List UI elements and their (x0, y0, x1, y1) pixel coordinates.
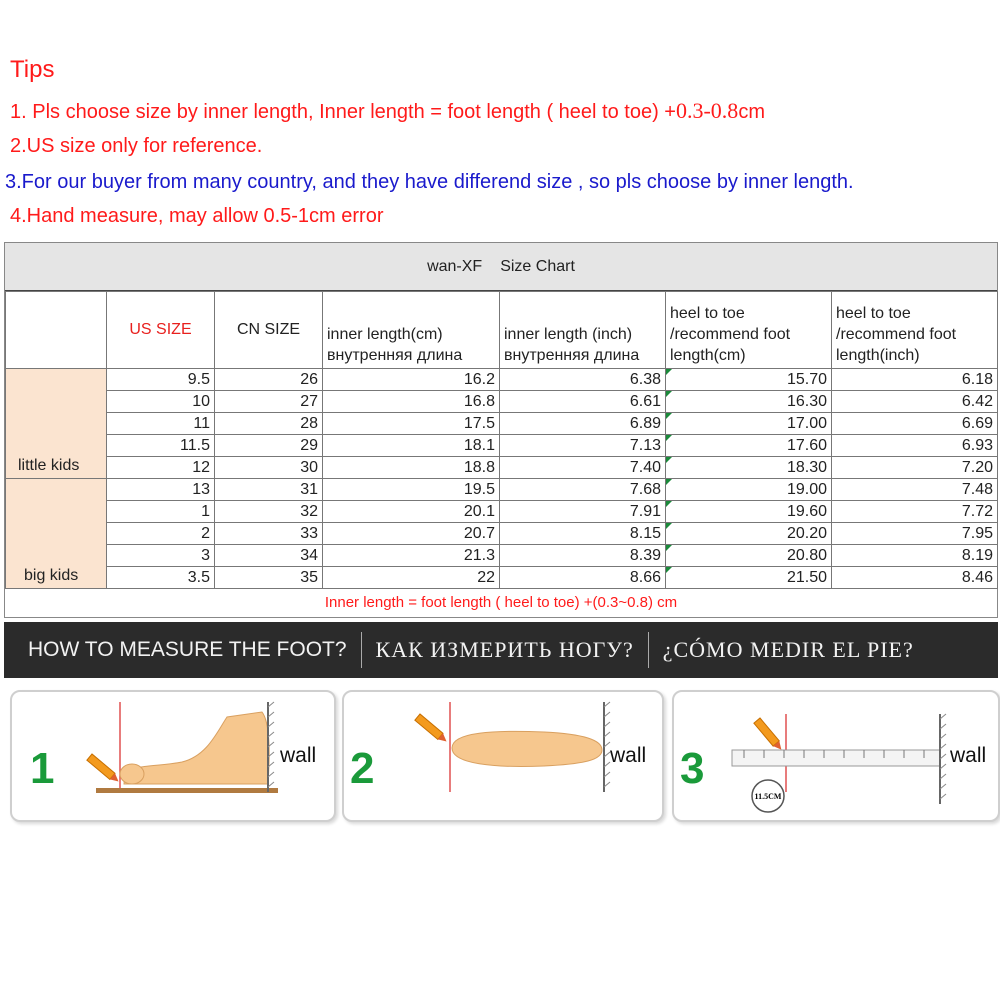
table-row (6, 501, 998, 523)
header-inner-inch-ru: внутренняя длина (504, 347, 640, 364)
chart-title (5, 243, 997, 291)
table-row (6, 413, 998, 435)
cell-inner-cm: 19.5 (323, 479, 500, 501)
measure-badge: 11.5CM (754, 792, 782, 801)
cell-inner-cm: 20.1 (323, 501, 500, 523)
measure-divider (361, 632, 362, 668)
cell-foot-inch: 7.48 (832, 479, 998, 501)
step-number-3: 3 (680, 744, 705, 793)
cell-cn-size: 32 (215, 501, 323, 523)
cell-us-size: 3.5 (107, 567, 215, 589)
cell-foot-inch: 7.20 (832, 457, 998, 479)
cell-inner-cm: 21.3 (323, 545, 500, 567)
measure-divider (648, 632, 649, 668)
cell-foot-cm: 16.30 (666, 391, 832, 413)
cell-foot-cm: 17.60 (666, 435, 832, 457)
table-row (6, 391, 998, 413)
cell-inner-inch: 6.38 (500, 369, 666, 391)
cell-inner-cm: 22 (323, 567, 500, 589)
tips-title: Tips (10, 56, 55, 83)
chart-title-text: Size Chart (500, 257, 575, 275)
cell-us-size: 3 (107, 545, 215, 567)
cell-foot-cm: 17.00 (666, 413, 832, 435)
step-panel-3 (672, 690, 1000, 822)
cell-inner-inch: 6.61 (500, 391, 666, 413)
measure-steps (10, 690, 1000, 820)
cell-cn-size: 33 (215, 523, 323, 545)
cell-us-size: 9.5 (107, 369, 215, 391)
tip-1 (10, 99, 765, 124)
header-us-size: US SIZE (107, 292, 215, 369)
header-cn-size: CN SIZE (215, 292, 323, 369)
cell-foot-cm: 20.80 (666, 545, 832, 567)
cell-foot-inch: 7.95 (832, 523, 998, 545)
header-inner-cm-ru: внутренняя длина (327, 347, 463, 364)
cell-foot-inch: 6.18 (832, 369, 998, 391)
cell-inner-cm: 18.8 (323, 457, 500, 479)
cell-us-size: 12 (107, 457, 215, 479)
measure-title-es: ¿CÓMO MEDIR EL PIE? (662, 637, 914, 662)
cell-inner-inch: 7.68 (500, 479, 666, 501)
table-header-row (6, 292, 998, 369)
header-inner-inch (500, 292, 666, 369)
cell-us-size: 13 (107, 479, 215, 501)
cell-inner-inch: 7.40 (500, 457, 666, 479)
how-to-measure-bar (4, 622, 998, 678)
step-number-2: 2 (350, 744, 375, 793)
header-inner-cm (323, 292, 500, 369)
cell-cn-size: 26 (215, 369, 323, 391)
tip-2: 2.US size only for reference. (10, 135, 263, 157)
cell-inner-inch: 7.13 (500, 435, 666, 457)
cell-cn-size: 27 (215, 391, 323, 413)
cell-foot-inch: 6.42 (832, 391, 998, 413)
wall-label-1: wall (280, 744, 317, 767)
cell-inner-inch: 8.66 (500, 567, 666, 589)
cell-cn-size: 31 (215, 479, 323, 501)
tip-1-range: 0.3-0.8 (675, 98, 739, 123)
table-row (6, 435, 998, 457)
cell-us-size: 2 (107, 523, 215, 545)
cell-cn-size: 29 (215, 435, 323, 457)
cell-foot-cm: 19.00 (666, 479, 832, 501)
tip-1-unit: cm (738, 101, 765, 123)
table-row (6, 567, 998, 589)
header-heel-inch: heel to toe /recommend foot length(inch) (832, 292, 998, 369)
cell-foot-cm: 19.60 (666, 501, 832, 523)
cell-inner-inch: 8.39 (500, 545, 666, 567)
cell-cn-size: 30 (215, 457, 323, 479)
header-heel-cm: heel to toe /recommend foot length(cm) (666, 292, 832, 369)
step-panel-1 (10, 690, 336, 822)
header-inner-inch-en: inner length (inch) (504, 326, 633, 343)
cell-cn-size: 35 (215, 567, 323, 589)
cell-foot-cm: 20.20 (666, 523, 832, 545)
cell-inner-cm: 16.8 (323, 391, 500, 413)
cell-inner-inch: 8.15 (500, 523, 666, 545)
cell-foot-cm: 18.30 (666, 457, 832, 479)
chart-footer-note: Inner length = foot length ( heel to toe) +(0.3~0.8) cm (324, 594, 678, 611)
cell-us-size: 11.5 (107, 435, 215, 457)
cell-foot-inch: 7.72 (832, 501, 998, 523)
cell-foot-inch: 6.93 (832, 435, 998, 457)
cell-inner-cm: 17.5 (323, 413, 500, 435)
table-row (6, 545, 998, 567)
cell-inner-cm: 16.2 (323, 369, 500, 391)
cell-inner-inch: 7.91 (500, 501, 666, 523)
cell-cn-size: 28 (215, 413, 323, 435)
cell-foot-inch: 8.46 (832, 567, 998, 589)
header-inner-cm-en: inner length(cm) (327, 326, 443, 343)
header-blank (6, 292, 107, 369)
cell-foot-inch: 8.19 (832, 545, 998, 567)
cell-foot-cm: 21.50 (666, 567, 832, 589)
tip-1-text: 1. Pls choose size by inner length, Inner length = foot length ( heel to toe) + (10, 101, 676, 123)
table-row (6, 479, 998, 501)
cell-inner-cm: 18.1 (323, 435, 500, 457)
wall-label-3: wall (950, 744, 987, 767)
cell-inner-inch: 6.89 (500, 413, 666, 435)
step-panel-2 (342, 690, 664, 822)
table-row (6, 457, 998, 479)
table-row (6, 369, 998, 391)
cell-foot-cm: 15.70 (666, 369, 832, 391)
group-big-kids: big kids (6, 479, 107, 589)
chart-brand: wan-XF (427, 257, 483, 275)
group-little-kids: little kids (6, 369, 107, 479)
size-chart (4, 242, 998, 618)
step-number-1: 1 (30, 744, 55, 793)
tip-4: 4.Hand measure, may allow 0.5-1cm error (10, 205, 384, 227)
cell-us-size: 11 (107, 413, 215, 435)
cell-inner-cm: 20.7 (323, 523, 500, 545)
size-table (5, 291, 998, 589)
cell-cn-size: 34 (215, 545, 323, 567)
cell-us-size: 10 (107, 391, 215, 413)
table-row (6, 523, 998, 545)
cell-us-size: 1 (107, 501, 215, 523)
measure-title-ru: КАК ИЗМЕРИТЬ НОГУ? (375, 637, 634, 662)
tip-3: 3.For our buyer from many country, and they have differend size , so pls choose by inner length. (5, 171, 854, 193)
cell-foot-inch: 6.69 (832, 413, 998, 435)
wall-label-2: wall (610, 744, 647, 767)
measure-title-en: HOW TO MEASURE THE FOOT? (28, 638, 347, 661)
